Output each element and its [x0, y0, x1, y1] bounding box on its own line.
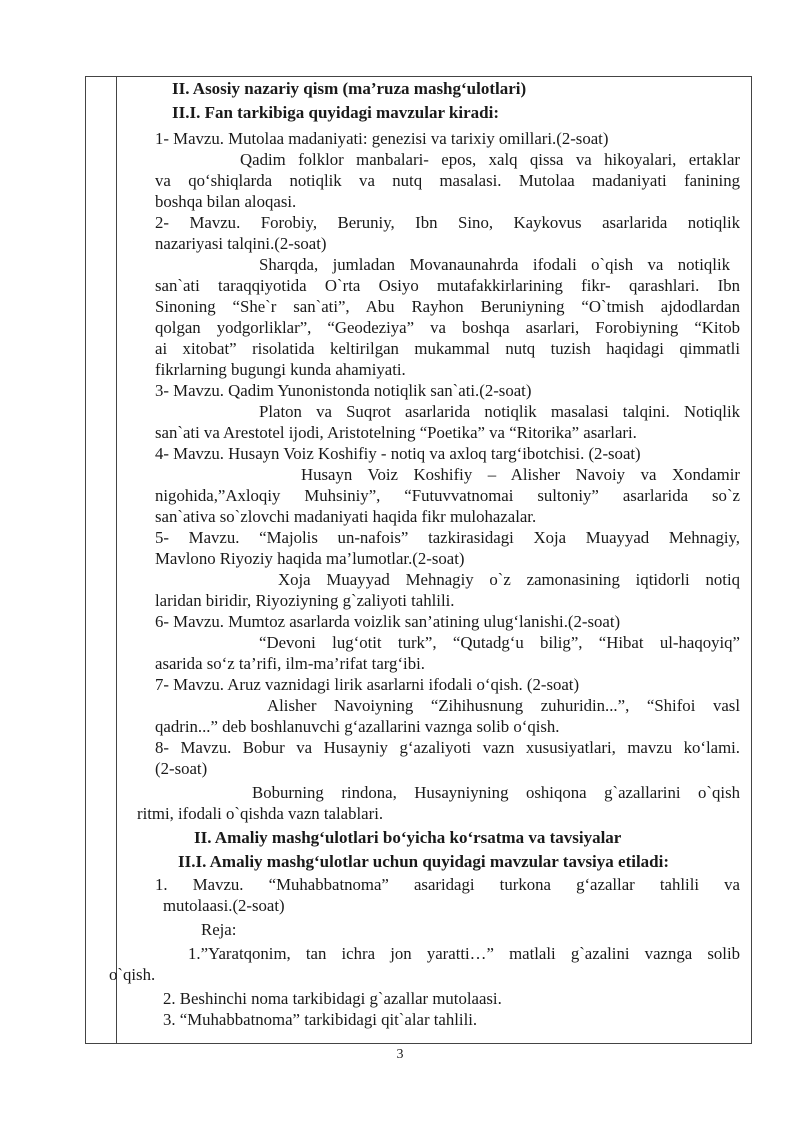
paragraph-line: “Devoni lug‘otit turk”, “Qutadg‘u bilig”, “Hibat ul-haqoyiq”: [259, 633, 740, 652]
paragraph-line: ritmi, ifodali o`qishda vazn talablari.: [137, 804, 384, 823]
topic-title: 4- Mavzu. Husayn Voiz Koshifiy - notiq va axloq targ‘ibotchisi. (2-soat): [155, 444, 641, 463]
paragraph-line: san`ati taraqqiyotida O`rta Osiyo mutafakkirlarining fikr- qarashlari. Ibn: [155, 276, 740, 295]
plan-label: Reja:: [201, 920, 237, 939]
paragraph-line: Sharqda, jumladan Movanaunahrda ifodali o`qish va notiqlik: [259, 255, 730, 274]
paragraph-line: Husayn Voiz Koshifiy – Alisher Navoiy va Xondamir: [301, 465, 740, 484]
paragraph-line: ai xitobat” risolatida keltirilgan mukammal nutq tuzish haqidagi qimmatli: [155, 339, 740, 358]
paragraph-line: boshqa bilan aloqasi.: [155, 192, 297, 211]
paragraph-line: qolgan yodgorliklar”, “Geodeziya” va boshqa asarlari, Forobiyning “Kitob: [155, 318, 740, 337]
paragraph-line: Qadim folklor manbalari- epos, xalq qissa va hikoyalari, ertaklar: [240, 150, 740, 169]
paragraph-line: va qo‘shiqlarda notiqlik va nutq masalasi. Mutolaa madaniyati fanining: [155, 171, 740, 190]
topic-title-cont: Mavlono Riyoziy haqida ma’lumotlar.(2-soat): [155, 549, 465, 568]
topic-title: 8- Mavzu. Bobur va Husayniy g‘azaliyoti vazn xususiyatlari, mavzu ko‘lami.: [155, 738, 740, 757]
paragraph-line: Alisher Navoiyning “Zihihusnung zuhuridin...”, “Shifoi vasl: [267, 696, 740, 715]
paragraph-line: Xoja Muayyad Mehnagiy o`z zamonasining iqtidorli notiq: [278, 570, 740, 589]
topic-title: 6- Mavzu. Mumtoz asarlarda voizlik san’atining ulug‘lanishi.(2-soat): [155, 612, 621, 631]
document-content: [109, 77, 740, 1030]
topic-title-cont: (2-soat): [155, 759, 208, 778]
section-heading: II. Asosiy nazariy qism (ma’ruza mashg‘ulotlari): [172, 79, 527, 98]
plan-item: 3. “Muhabbatnoma” tarkibidagi qit`alar tahlili.: [163, 1010, 478, 1029]
paragraph-line: asarida so‘z ta’rifi, ilm-ma’rifat targ‘ibi.: [155, 654, 425, 673]
practical-topic-cont: mutolaasi.(2-soat): [163, 896, 285, 915]
plan-item: 2. Beshinchi noma tarkibidagi g`azallar mutolaasi.: [163, 989, 502, 1008]
paragraph-line: nigohida,”Axloqiy Muhsiniy”, “Futuvvatnomai sultoniy” asarlarida so`z: [155, 486, 740, 505]
topic-title: 7- Mavzu. Aruz vaznidagi lirik asarlarni ifodali o‘qish. (2-soat): [155, 675, 580, 694]
paragraph-line: Boburning rindona, Husayniyning oshiqona g`azallarini o`qish: [252, 783, 740, 802]
plan-item: 1.”Yaratqonim, tan ichra jon yaratti…” matlali g`azalini vaznga solib: [188, 944, 740, 963]
section-heading: II. Amaliy mashg‘ulotlari bo‘yicha ko‘rsatma va tavsiyalar: [194, 828, 622, 847]
paragraph-line: san`ativa so`zlovchi madaniyati haqida fikr mulohazalar.: [155, 507, 537, 526]
paragraph-line: laridan biridir, Riyoziyning g`zaliyoti tahlili.: [155, 591, 455, 610]
topic-title: 3- Mavzu. Qadim Yunonistonda notiqlik san`ati.(2-soat): [155, 381, 532, 400]
plan-item-cont: o`qish.: [109, 965, 156, 984]
paragraph-line: Platon va Suqrot asarlarida notiqlik masalasi talqini. Notiqlik: [259, 402, 740, 421]
topic-title: 1- Mavzu. Mutolaa madaniyati: genezisi va tarixiy omillari.(2-soat): [155, 129, 609, 148]
paragraph-line: fikrlarning bugungi kunda ahamiyati.: [155, 360, 406, 379]
topic-title-cont: nazariyasi talqini.(2-soat): [155, 234, 327, 253]
topic-title: 5- Mavzu. “Majolis un-nafois” tazkirasidagi Xoja Muayyad Mehnagiy,: [155, 528, 740, 547]
subsection-heading: II.I. Amaliy mashg‘ulotlar uchun quyidagi mavzular tavsiya etiladi:: [178, 852, 670, 871]
paragraph-line: Sinoning “She`r san`ati”, Abu Rayhon Beruniyning “O`tmish ajdodlardan: [155, 297, 740, 316]
subsection-heading: II.I. Fan tarkibiga quyidagi mavzular kiradi:: [172, 103, 499, 122]
paragraph-line: san`ati va Arestotel ijodi, Aristotelning “Poetika” va “Ritorika” asarlari.: [155, 423, 637, 442]
practical-topic: 1. Mavzu. “Muhabbatnoma” asaridagi turkona g‘azallar tahlili va: [155, 875, 740, 894]
paragraph-line: qadrin...” deb boshlanuvchi g‘azallarini vaznga solib o‘qish.: [155, 717, 560, 736]
page-number: 3: [396, 1047, 404, 1062]
topic-title: 2- Mavzu. Forobiy, Beruniy, Ibn Sino, Kaykovus asarlarida notiqlik: [155, 213, 740, 232]
